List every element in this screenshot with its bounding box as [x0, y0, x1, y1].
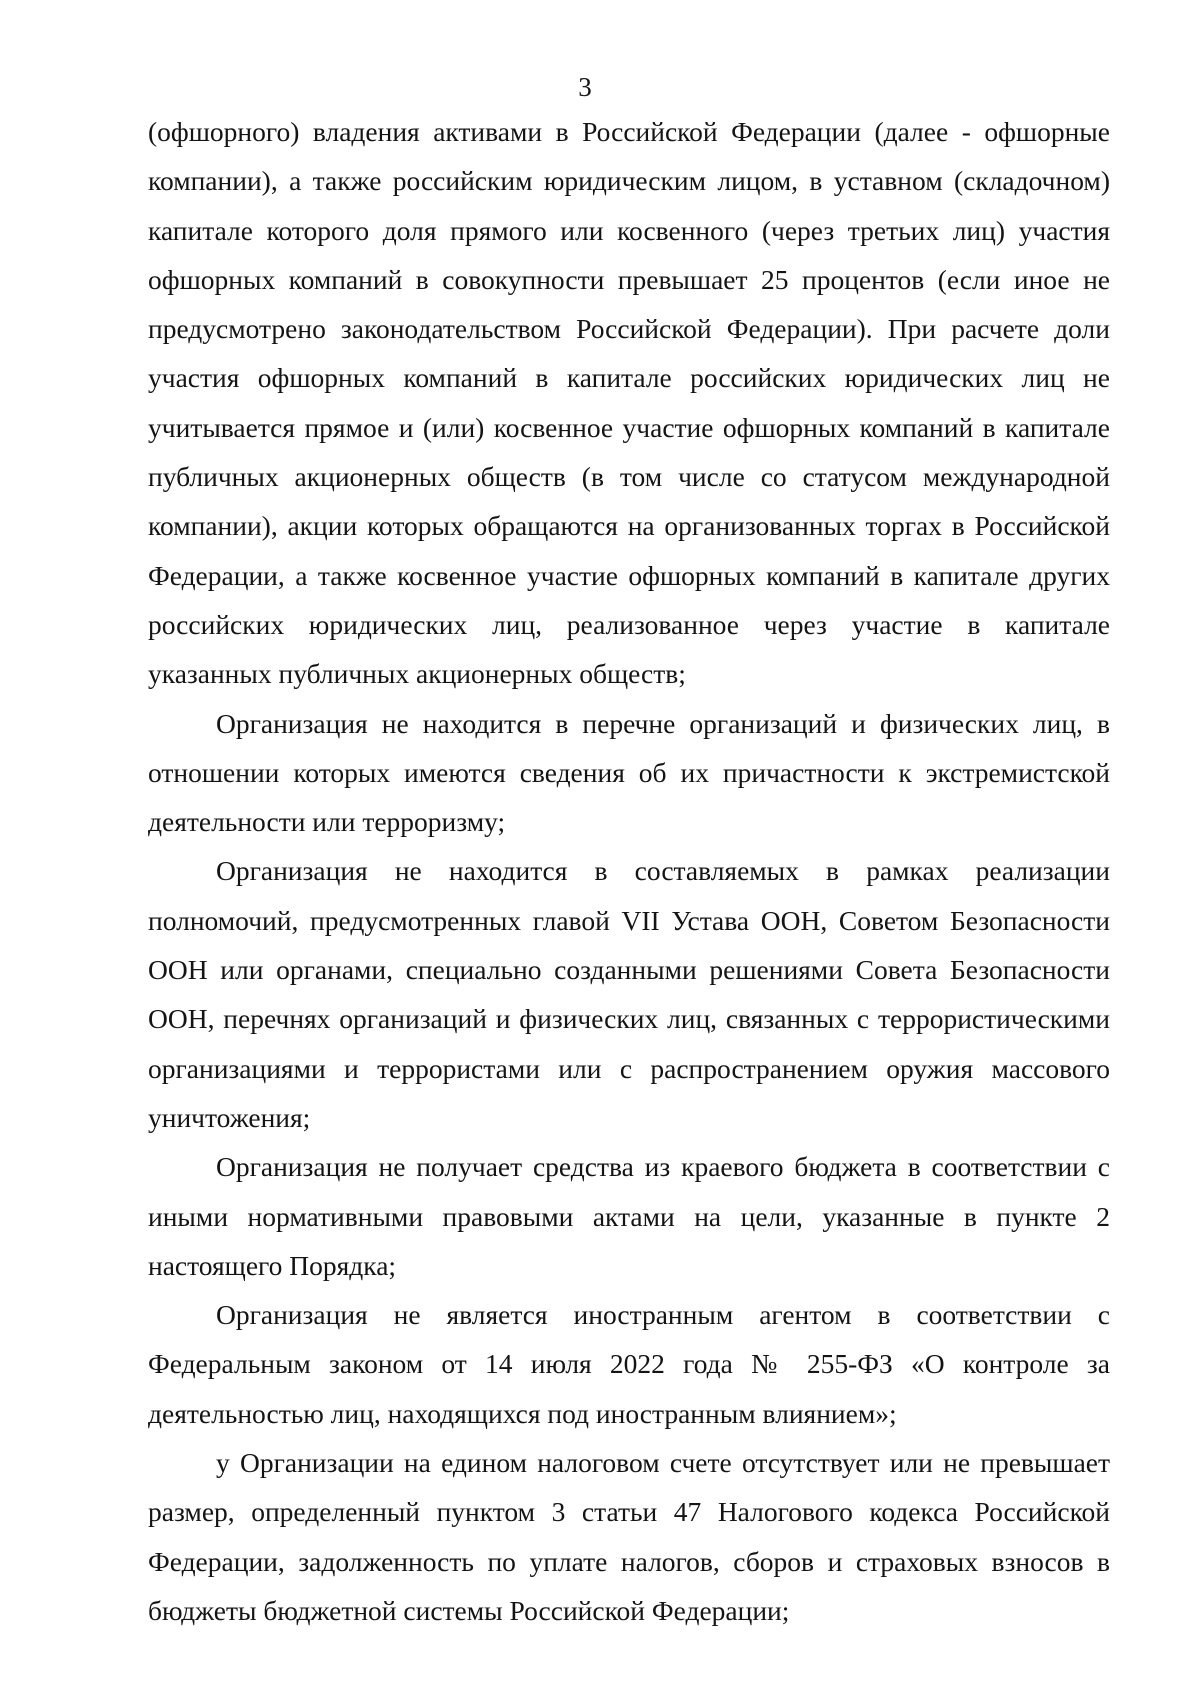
document-body [148, 107, 1110, 1635]
paragraph-no-regional-budget-funds: Организация не получает средства из краевого бюджета в соответствии с иными нормативными правовыми актами на цели, указанные в пункте 2 настоящего Порядка; [148, 1151, 1110, 1281]
page-number: 3 [578, 72, 592, 102]
paragraph-tax-debt: у Организации на едином налоговом счете отсутствует или не превышает размер, определенный пунктом 3 статьи 47 Налогового кодекса Российской Федерации, задолженность по уплате налогов, сборов и страховых взносов в бюджеты бюджетной системы Российской Федерации; [148, 1447, 1110, 1626]
paragraph-offshore-companies: (офшорного) владения активами в Российской Федерации (далее - офшорные компании), а также российским юридическим лицом, в уставном (складочном) капитале которого доля прямого или косвенного (через третьих лиц) участия офшорных компаний в совокупности превышает 25 процентов (если иное не предусмотрено законодательством Российской Федерации). При расчете доли участия офшорных компаний в капитале российских юридических лиц не учитывается прямое и (или) косвенное участие офшорных компаний в капитале публичных акционерных обществ (в том числе со статусом международной компании), акции которых обращаются на организованных торгах в Российской Федерации, а также косвенное участие офшорных компаний в капитале других российских юридических лиц, реализованное через участие в капитале указанных публичных акционерных обществ; [148, 116, 1110, 690]
paragraph-extremism-list: Организация не находится в перечне организаций и физических лиц, в отношении которых имеются сведения об их причастности к экстремистской деятельности или терроризму; [148, 707, 1110, 838]
paragraph-not-foreign-agent: Организация не является иностранным агентом в соответствии с Федеральным законом от 14 июля 2022 года № 255-ФЗ «О контроле за деятельностью лиц, находящихся под иностранным влиянием»; [148, 1299, 1110, 1429]
paragraph-un-sanctions-list: Организация не находится в составляемых в рамках реализации полномочий, предусмотренных главой VII Устава ООН, Советом Безопасности ООН или органами, специально созданными решениями Совета Безопасности ООН, перечнях организаций и физических лиц, связанных с террористическими организациями и террористами или с распространением оружия массового уничтожения; [148, 855, 1110, 1133]
